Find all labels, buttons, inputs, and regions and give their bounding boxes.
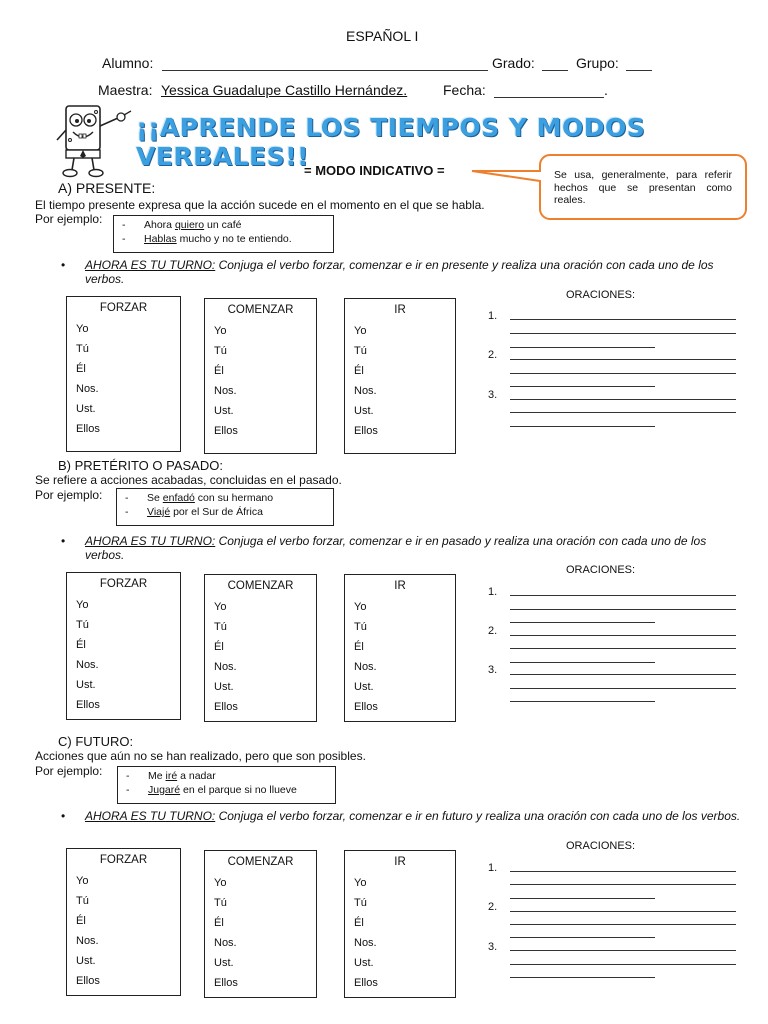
section-c-heading: C) FUTURO: — [58, 734, 134, 749]
section-b-por-ejemplo: Por ejemplo: — [35, 488, 103, 502]
oracion-number: 2. — [488, 349, 498, 361]
section-a-description: El tiempo presente expresa que la acción sucede en el momento en el que se habla. — [35, 198, 485, 212]
modo-heading: = MODO INDICATIVO = — [304, 163, 445, 178]
example-item: - Se enfadó con su hermano — [125, 492, 274, 504]
oracion-line[interactable] — [510, 884, 736, 885]
oracion-number: 1. — [488, 862, 498, 874]
section-c-examples — [117, 766, 336, 804]
fecha-label: Fecha: — [443, 82, 486, 98]
example-item: - Viajé por el Sur de África — [125, 506, 263, 518]
section-c-description: Acciones que aún no se han realizado, pero que son posibles. — [35, 749, 366, 763]
oracion-line[interactable] — [510, 688, 736, 689]
oracion-line[interactable] — [510, 333, 736, 334]
conjugation-table-forzar: FORZAR Yo Tú Él Nos. Ust. Ellos — [66, 296, 181, 452]
conjugation-table-ir: IR Yo Tú Él Nos. Ust. Ellos — [344, 850, 456, 998]
example-item: - Jugaré en el parque si no llueve — [126, 784, 297, 796]
example-item: - Me iré a nadar — [126, 770, 216, 782]
oracion-line[interactable] — [510, 950, 736, 951]
callout-text: Se usa, generalmente, para referir hechos que se presentan como reales. — [554, 169, 732, 206]
sponge-character-illustration — [52, 100, 134, 182]
section-a-instruction: AHORA ES TU TURNO: Conjuga el verbo forzar, comenzar e ir en presente y realiza una oración con cada uno de los verbos. — [85, 258, 714, 286]
example-item: - Hablas mucho y no te entiendo. — [122, 233, 292, 245]
conjugation-table-ir: IR Yo Tú Él Nos. Ust. Ellos — [344, 298, 456, 454]
bullet-icon: • — [61, 258, 66, 272]
oracion-line[interactable] — [510, 911, 736, 912]
conjugation-table-ir: IR Yo Tú Él Nos. Ust. Ellos — [344, 574, 456, 722]
section-c-oraciones-label: ORACIONES: — [566, 840, 636, 852]
conjugation-table-forzar: FORZAR Yo Tú Él Nos. Ust. Ellos — [66, 572, 181, 720]
oracion-line[interactable] — [510, 359, 736, 360]
section-a-por-ejemplo: Por ejemplo: — [35, 212, 103, 226]
oracion-line[interactable] — [510, 871, 736, 872]
oracion-line[interactable] — [510, 399, 736, 400]
conjugation-table-comenzar: COMENZAR Yo Tú Él Nos. Ust. Ellos — [204, 574, 317, 722]
maestra-label: Maestra: — [98, 82, 153, 98]
oracion-number: 1. — [488, 586, 498, 598]
grado-label: Grado: — [492, 55, 535, 71]
oracion-line[interactable] — [510, 701, 655, 702]
banner-title: ¡¡APRENDE LOS TIEMPOS Y MODOS VERBALES!! — [136, 113, 646, 171]
oracion-line[interactable] — [510, 319, 736, 320]
oracion-line[interactable] — [510, 373, 736, 374]
oracion-line[interactable] — [510, 898, 655, 899]
oracion-number: 2. — [488, 901, 498, 913]
section-a-examples — [113, 215, 334, 253]
oracion-line[interactable] — [510, 635, 736, 636]
oracion-number: 2. — [488, 625, 498, 637]
oracion-line[interactable] — [510, 924, 736, 925]
section-c-por-ejemplo: Por ejemplo: — [35, 764, 103, 778]
section-a-oraciones-label: ORACIONES: — [566, 289, 636, 301]
alumno-label: Alumno: — [102, 55, 154, 71]
maestra-name: Yessica Guadalupe Castillo Hernández. — [161, 82, 408, 98]
conjugation-table-comenzar: COMENZAR Yo Tú Él Nos. Ust. Ellos — [204, 850, 317, 998]
oracion-line[interactable] — [510, 964, 736, 965]
section-b-heading: B) PRETÉRITO O PASADO: — [58, 458, 223, 473]
oracion-line[interactable] — [510, 622, 655, 623]
oracion-number: 3. — [488, 389, 498, 401]
course-title: ESPAÑOL I — [346, 28, 419, 44]
oracion-line[interactable] — [510, 662, 655, 663]
grado-field[interactable] — [542, 70, 568, 71]
alumno-field[interactable] — [162, 70, 488, 71]
oracion-line[interactable] — [510, 595, 736, 596]
oracion-line[interactable] — [510, 648, 736, 649]
oracion-number: 1. — [488, 310, 498, 322]
oracion-number: 3. — [488, 664, 498, 676]
fecha-period: . — [604, 82, 608, 98]
oracion-line[interactable] — [510, 386, 655, 387]
conjugation-table-comenzar: COMENZAR Yo Tú Él Nos. Ust. Ellos — [204, 298, 317, 454]
grupo-field[interactable] — [626, 70, 652, 71]
oracion-number: 3. — [488, 941, 498, 953]
oracion-line[interactable] — [510, 674, 736, 675]
section-b-description: Se refiere a acciones acabadas, concluidas en el pasado. — [35, 473, 342, 487]
oracion-line[interactable] — [510, 347, 655, 348]
section-a-heading: A) PRESENTE: — [58, 180, 156, 196]
grupo-label: Grupo: — [576, 55, 619, 71]
conjugation-table-forzar: FORZAR Yo Tú Él Nos. Ust. Ellos — [66, 848, 181, 996]
section-b-oraciones-label: ORACIONES: — [566, 564, 636, 576]
bullet-icon: • — [61, 809, 66, 823]
oracion-line[interactable] — [510, 412, 736, 413]
bullet-icon: • — [61, 534, 66, 548]
section-b-instruction: AHORA ES TU TURNO: Conjuga el verbo forzar, comenzar e ir en pasado y realiza una oración con cada uno de los verbos. — [85, 534, 707, 562]
fecha-field[interactable] — [494, 97, 604, 98]
section-c-instruction: AHORA ES TU TURNO: Conjuga el verbo forzar, comenzar e ir en futuro y realiza una oración con cada uno de los verbos. — [85, 809, 741, 823]
oracion-line[interactable] — [510, 609, 736, 610]
section-b-examples — [116, 488, 334, 526]
example-item: - Ahora quiero un café — [122, 219, 242, 231]
oracion-line[interactable] — [510, 426, 655, 427]
oracion-line[interactable] — [510, 977, 655, 978]
oracion-line[interactable] — [510, 937, 655, 938]
